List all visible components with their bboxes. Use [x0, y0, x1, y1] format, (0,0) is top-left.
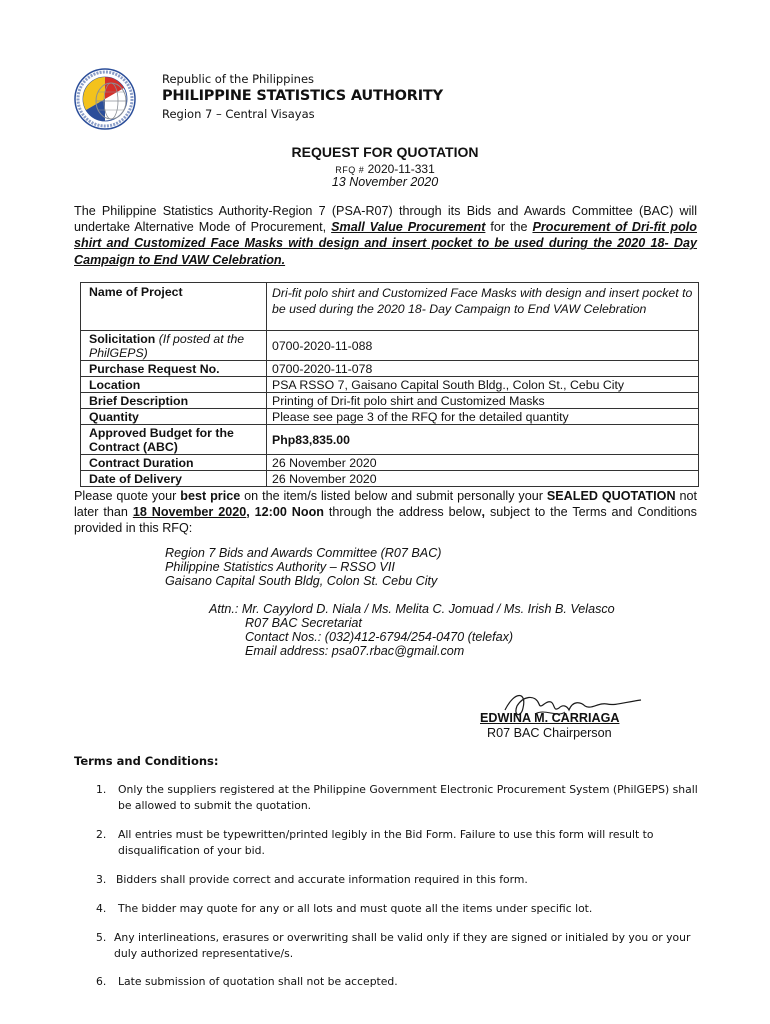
procurement-mode: Small Value Procurement	[331, 220, 486, 235]
list-item-number: 1.	[96, 783, 107, 796]
list-item-number: 3.	[96, 873, 107, 886]
rfq-number-line	[0, 162, 770, 176]
intro-text-1: The Philippine Statistics Authority-Region 7 (PSA-R07) through its Bids and Awards Committee (BAC) will undertake Alternative Mode of Procurement,	[74, 204, 697, 235]
purchase-request-label: Purchase Request No.	[81, 361, 267, 377]
location-label: Location	[81, 377, 267, 393]
intro-paragraph	[74, 203, 697, 268]
document-title: REQUEST FOR QUOTATION	[291, 144, 479, 160]
list-item-text: The bidder may quote for any or all lots and must quote all the items under specific lot.	[118, 902, 593, 915]
project-details-table	[80, 282, 699, 487]
attention-block	[209, 602, 615, 658]
location-value: PSA RSSO 7, Gaisano Capital South Bldg., Colon St., Cebu City	[267, 377, 699, 393]
rfq-number: 2020-11-331	[367, 162, 435, 176]
purchase-request-value: 0700-2020-11-078	[267, 361, 699, 377]
list-item	[96, 827, 706, 859]
submission-address	[165, 546, 441, 588]
psa-logo-icon	[74, 68, 136, 130]
list-item	[96, 901, 706, 917]
abc-label: Approved Budget for the Contract (ABC)	[81, 425, 267, 455]
table-row	[81, 377, 699, 393]
deadline-time: , 12:00 Noon	[246, 505, 324, 519]
procurement-title: Procurement of Dri-fit polo shirt and Customized Face Masks with design and insert pocket to be used during the 2020 18- Day Campaign to End VAW Celebration.	[74, 220, 697, 267]
address-line: Region 7 Bids and Awards Committee (R07 BAC)	[165, 546, 442, 560]
list-item-text: Late submission of quotation shall not be accepted.	[118, 975, 398, 988]
intro-text-2: for the	[485, 220, 533, 235]
table-row	[81, 455, 699, 471]
list-item	[96, 974, 706, 990]
signatory-title: R07 BAC Chairperson	[487, 726, 612, 740]
list-item	[96, 930, 706, 962]
table-row	[81, 283, 699, 331]
contract-duration-value: 26 November 2020	[267, 455, 699, 471]
brief-description-value: Printing of Dri-fit polo shirt and Customized Masks	[267, 393, 699, 409]
best-price-text: best price	[180, 489, 241, 503]
header-region: Region 7 – Central Visayas	[162, 107, 315, 121]
list-item-number: 2.	[96, 828, 107, 841]
list-item-number: 5.	[96, 931, 107, 944]
table-row	[81, 471, 699, 487]
name-of-project-label: Name of Project	[81, 283, 267, 331]
list-item-number: 6.	[96, 975, 107, 988]
quote-instructions: Please quote your best price on the item/s listed below and submit personally your SEALED QUOTATION not later than 18 November 2020, 12:00 Noon through the address below, subject to the Terms and Conditions provided in this RFQ:	[74, 489, 697, 535]
date-of-delivery-label: Date of Delivery	[81, 471, 267, 487]
list-item-number: 4.	[96, 902, 107, 915]
attention-line: R07 BAC Secretariat	[245, 616, 362, 630]
table-row	[81, 393, 699, 409]
deadline-date: 18 November 2020	[132, 505, 247, 519]
address-line: Philippine Statistics Authority – RSSO VII	[165, 560, 395, 574]
quantity-value: Please see page 3 of the RFQ for the detailed quantity	[267, 409, 699, 425]
abc-value: Php83,835.00	[267, 425, 699, 455]
address-line: Gaisano Capital South Bldg, Colon St. Cebu City	[165, 574, 438, 588]
header-agency: PHILIPPINE STATISTICS AUTHORITY	[162, 88, 443, 104]
date-of-delivery-value: 26 November 2020	[267, 471, 699, 487]
rfq-label: RFQ #	[335, 165, 365, 175]
table-row	[81, 425, 699, 455]
contract-duration-label: Contract Duration	[81, 455, 267, 471]
contact-numbers: Contact Nos.: (032)412-6794/254-0470 (telefax)	[245, 630, 514, 644]
list-item-text: Only the suppliers registered at the Philippine Government Electronic Procurement System (PhilGEPS) shall be allowed to submit the quotation.	[118, 783, 698, 812]
list-item-text: Bidders shall provide correct and accurate information required in this form.	[116, 873, 528, 886]
terms-heading: Terms and Conditions:	[74, 754, 219, 768]
table-row	[81, 361, 699, 377]
rfq-date: 13 November 2020	[331, 175, 439, 189]
solicitation-value: 0700-2020-11-088	[267, 331, 699, 361]
list-item-text: All entries must be typewritten/printed legibly in the Bid Form. Failure to use this form will result to disqualification of your bid.	[118, 828, 654, 857]
quantity-label: Quantity	[81, 409, 267, 425]
solicitation-note: (If posted at the PhilGEPS)	[89, 332, 245, 360]
email-address: Email address: psa07.rbac@gmail.com	[245, 644, 465, 658]
name-of-project-value: Dri-fit polo shirt and Customized Face Masks with design and insert pocket to be used during the 2020 18- Day Campaign to End VAW Celebration	[267, 283, 699, 331]
solicitation-label: Solicitation (If posted at the PhilGEPS)	[81, 331, 267, 361]
attention-line: Attn.: Mr. Cayylord D. Niala / Ms. Melita C. Jomuad / Ms. Irish B. Velasco	[209, 602, 615, 616]
table-row	[81, 331, 699, 361]
brief-description-label: Brief Description	[81, 393, 267, 409]
table-row	[81, 409, 699, 425]
list-item	[96, 872, 706, 888]
sealed-quotation-text: SEALED QUOTATION	[546, 489, 676, 503]
signatory-name: EDWINA M. CARRIAGA	[480, 711, 620, 725]
list-item	[96, 782, 706, 814]
list-item-text: Any interlineations, erasures or overwriting shall be valid only if they are signed or initialed by you or your duly authorized representative/s.	[114, 931, 691, 960]
header-republic: Republic of the Philippines	[162, 72, 315, 86]
